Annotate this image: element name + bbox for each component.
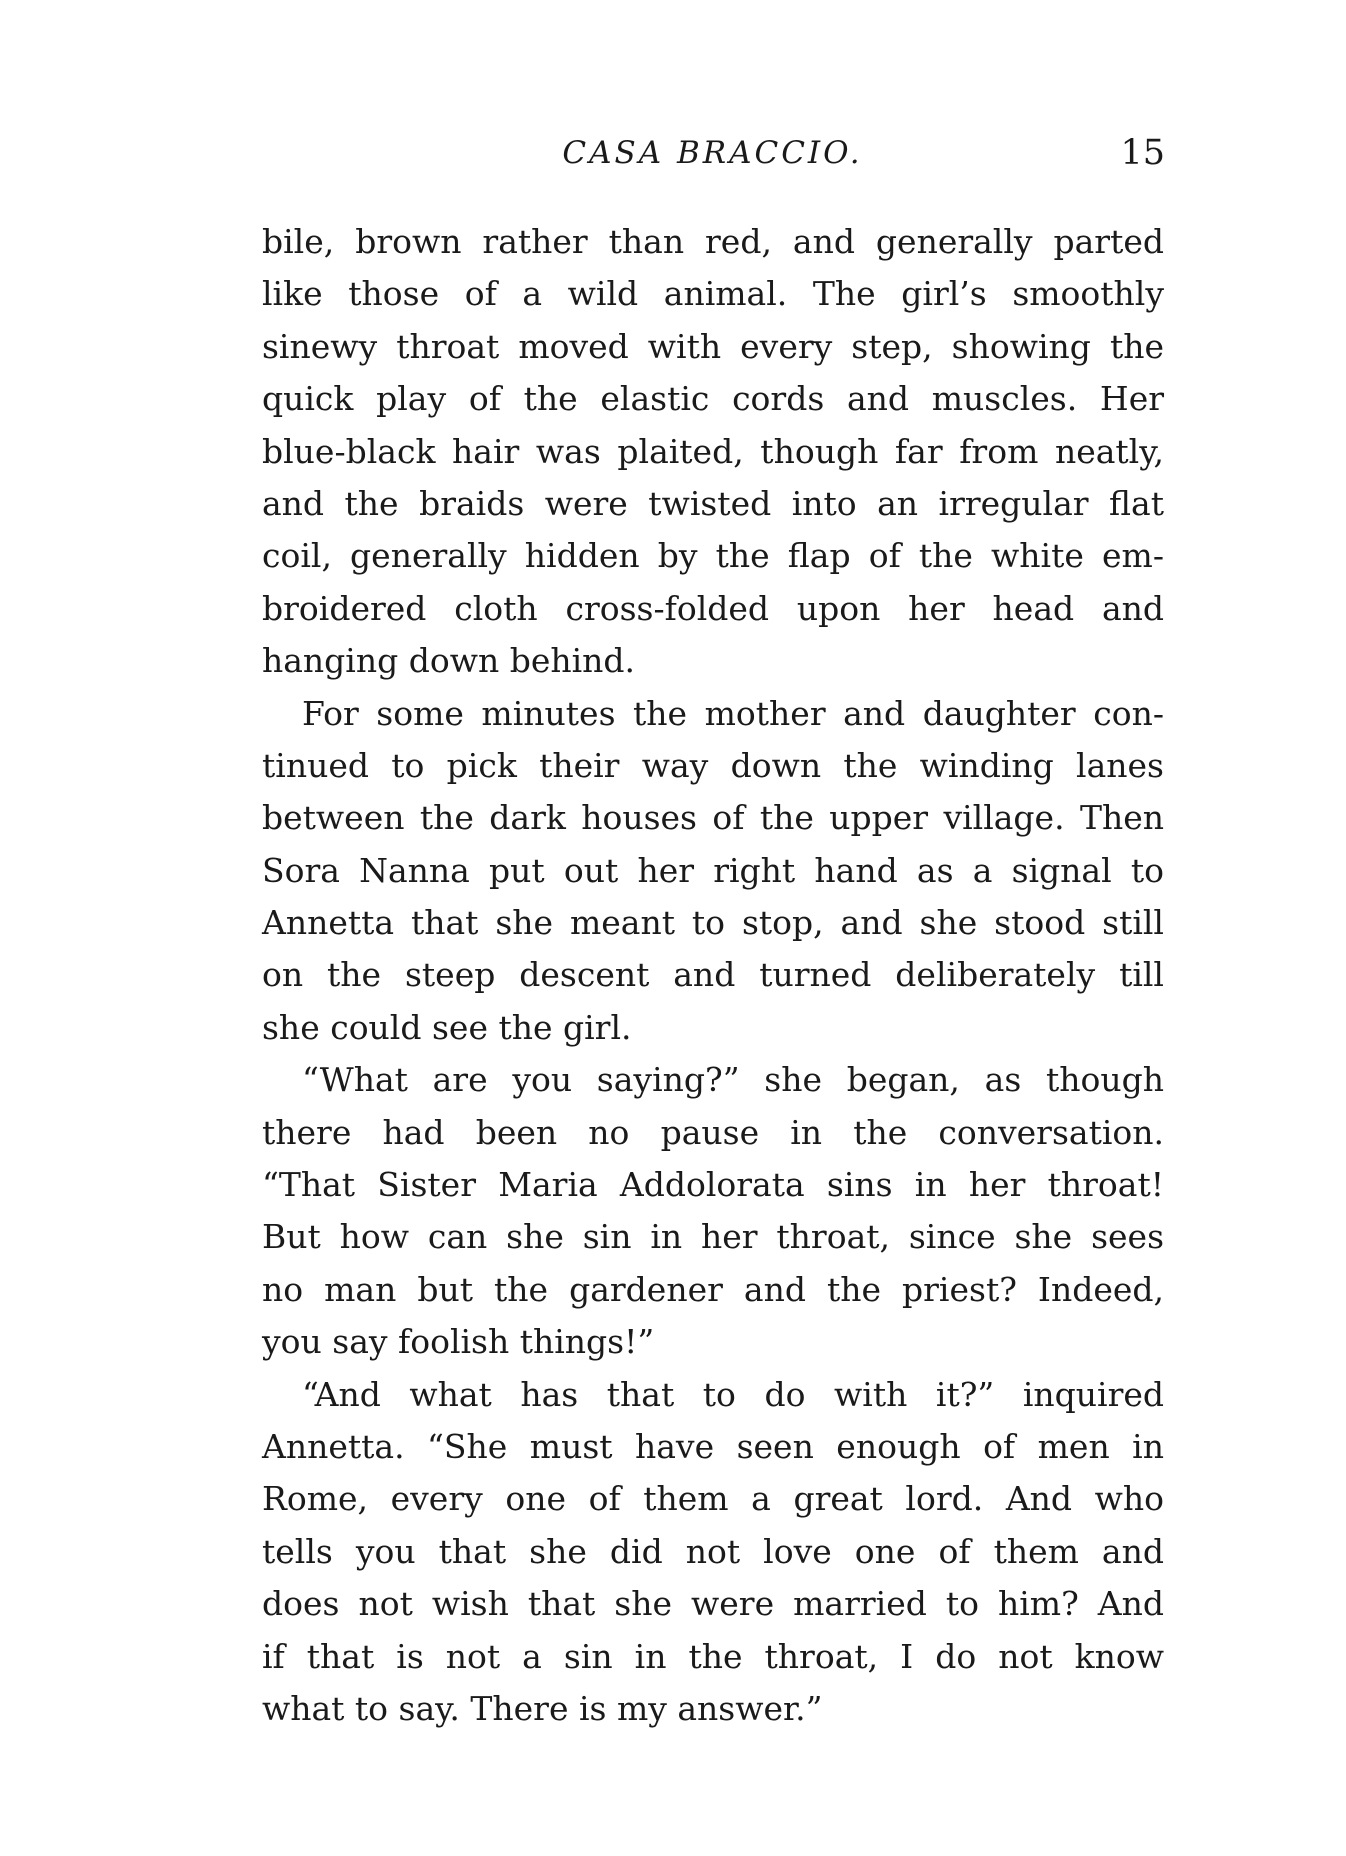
text-line: “That Sister Maria Addolorata sins in her throat! (262, 1165, 1164, 1205)
text-line: Sora Nanna put out her right hand as a signal to (262, 850, 1164, 890)
text-line: on the steep descent and turned deliberately till (262, 955, 1164, 995)
paragraph (262, 216, 1164, 688)
text-line: there had been no pause in the conversation. (262, 1112, 1164, 1152)
text-line: sinewy throat moved with every step, showing the (262, 326, 1164, 366)
text-line: Rome, every one of them a great lord. And who (262, 1479, 1164, 1519)
text-line: tells you that she did not love one of them and (262, 1531, 1164, 1571)
text-line: no man but the gardener and the priest? Indeed, (262, 1269, 1164, 1309)
text-line: Annetta. “She must have seen enough of men in (262, 1426, 1164, 1466)
text-line: what to say. There is my answer.” (262, 1688, 823, 1728)
paragraph (262, 688, 1164, 1055)
text-line: For some minutes the mother and daughter con- (302, 693, 1164, 733)
body-text (262, 216, 1164, 1735)
text-line: between the dark houses of the upper village. Then (262, 798, 1164, 838)
text-line: Annetta that she meant to stop, and she stood still (262, 903, 1164, 943)
text-line: quick play of the elastic cords and muscles. Her (262, 379, 1164, 419)
text-line: if that is not a sin in the throat, I do not know (262, 1636, 1164, 1676)
text-line: blue-black hair was plaited, though far from neatly, (262, 431, 1164, 471)
text-line: broidered cloth cross-folded upon her head and (262, 588, 1164, 628)
text-line: she could see the girl. (262, 1007, 632, 1047)
running-title: CASA BRACCIO. (562, 135, 863, 171)
text-line: does not wish that she were married to him? And (262, 1584, 1164, 1624)
running-head (260, 128, 1165, 178)
page-number: 15 (1120, 133, 1165, 173)
text-line: hanging down behind. (262, 641, 636, 681)
text-line: coil, generally hidden by the flap of the white em- (262, 536, 1164, 576)
text-line: But how can she sin in her throat, since she sees (262, 1217, 1164, 1257)
text-line: like those of a wild animal. The girl’s smoothly (262, 274, 1164, 314)
text-line: bile, brown rather than red, and generally parted (262, 222, 1164, 261)
paragraph (262, 1054, 1164, 1368)
paragraph (262, 1369, 1164, 1736)
text-line: tinued to pick their way down the winding lanes (262, 745, 1164, 785)
text-line: “What are you saying?” she began, as though (302, 1060, 1164, 1100)
text-line: “And what has that to do with it?” inquired (302, 1374, 1164, 1414)
text-line: and the braids were twisted into an irregular flat (262, 483, 1164, 523)
text-line: you say foolish things!” (262, 1322, 655, 1362)
